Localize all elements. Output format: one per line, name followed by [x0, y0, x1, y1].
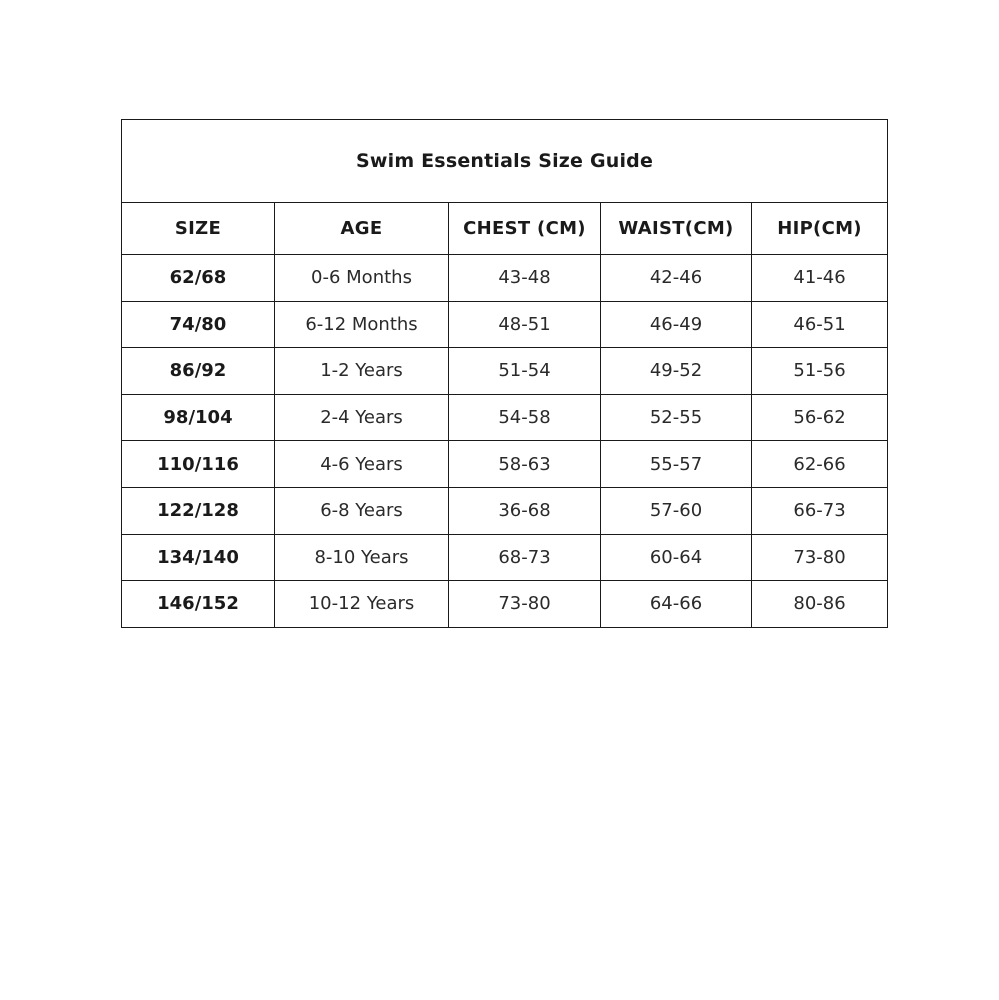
size-cell: 110/116 — [122, 441, 275, 488]
chest-cell: 73-80 — [449, 581, 601, 628]
age-cell: 6-8 Years — [275, 487, 449, 534]
waist-cell: 57-60 — [601, 487, 752, 534]
table-row — [122, 487, 888, 534]
size-cell: 74/80 — [122, 301, 275, 348]
chest-cell: 51-54 — [449, 348, 601, 395]
waist-cell: 52-55 — [601, 394, 752, 441]
chest-cell: 54-58 — [449, 394, 601, 441]
age-cell: 8-10 Years — [275, 534, 449, 581]
table-row — [122, 441, 888, 488]
table-title: Swim Essentials Size Guide — [122, 120, 888, 203]
table-row — [122, 581, 888, 628]
size-cell: 146/152 — [122, 581, 275, 628]
column-header-waist: WAIST(CM) — [601, 203, 752, 255]
age-cell: 0-6 Months — [275, 255, 449, 302]
column-header-chest: CHEST (CM) — [449, 203, 601, 255]
hip-cell: 56-62 — [752, 394, 888, 441]
chest-cell: 36-68 — [449, 487, 601, 534]
column-header-size: SIZE — [122, 203, 275, 255]
size-cell: 122/128 — [122, 487, 275, 534]
age-cell: 10-12 Years — [275, 581, 449, 628]
waist-cell: 64-66 — [601, 581, 752, 628]
column-header-age: AGE — [275, 203, 449, 255]
chest-cell: 58-63 — [449, 441, 601, 488]
waist-cell: 55-57 — [601, 441, 752, 488]
table-row — [122, 255, 888, 302]
column-header-hip: HIP(CM) — [752, 203, 888, 255]
waist-cell: 42-46 — [601, 255, 752, 302]
hip-cell: 51-56 — [752, 348, 888, 395]
chest-cell: 68-73 — [449, 534, 601, 581]
hip-cell: 41-46 — [752, 255, 888, 302]
hip-cell: 46-51 — [752, 301, 888, 348]
size-guide-table — [121, 119, 888, 628]
hip-cell: 66-73 — [752, 487, 888, 534]
waist-cell: 49-52 — [601, 348, 752, 395]
hip-cell: 73-80 — [752, 534, 888, 581]
age-cell: 1-2 Years — [275, 348, 449, 395]
table-row — [122, 301, 888, 348]
waist-cell: 46-49 — [601, 301, 752, 348]
size-cell: 62/68 — [122, 255, 275, 302]
waist-cell: 60-64 — [601, 534, 752, 581]
title-row — [122, 120, 888, 203]
size-cell: 98/104 — [122, 394, 275, 441]
size-cell: 134/140 — [122, 534, 275, 581]
hip-cell: 62-66 — [752, 441, 888, 488]
table-row — [122, 348, 888, 395]
table-row — [122, 394, 888, 441]
hip-cell: 80-86 — [752, 581, 888, 628]
age-cell: 6-12 Months — [275, 301, 449, 348]
chest-cell: 43-48 — [449, 255, 601, 302]
age-cell: 4-6 Years — [275, 441, 449, 488]
chest-cell: 48-51 — [449, 301, 601, 348]
table-row — [122, 534, 888, 581]
size-cell: 86/92 — [122, 348, 275, 395]
header-row — [122, 203, 888, 255]
age-cell: 2-4 Years — [275, 394, 449, 441]
